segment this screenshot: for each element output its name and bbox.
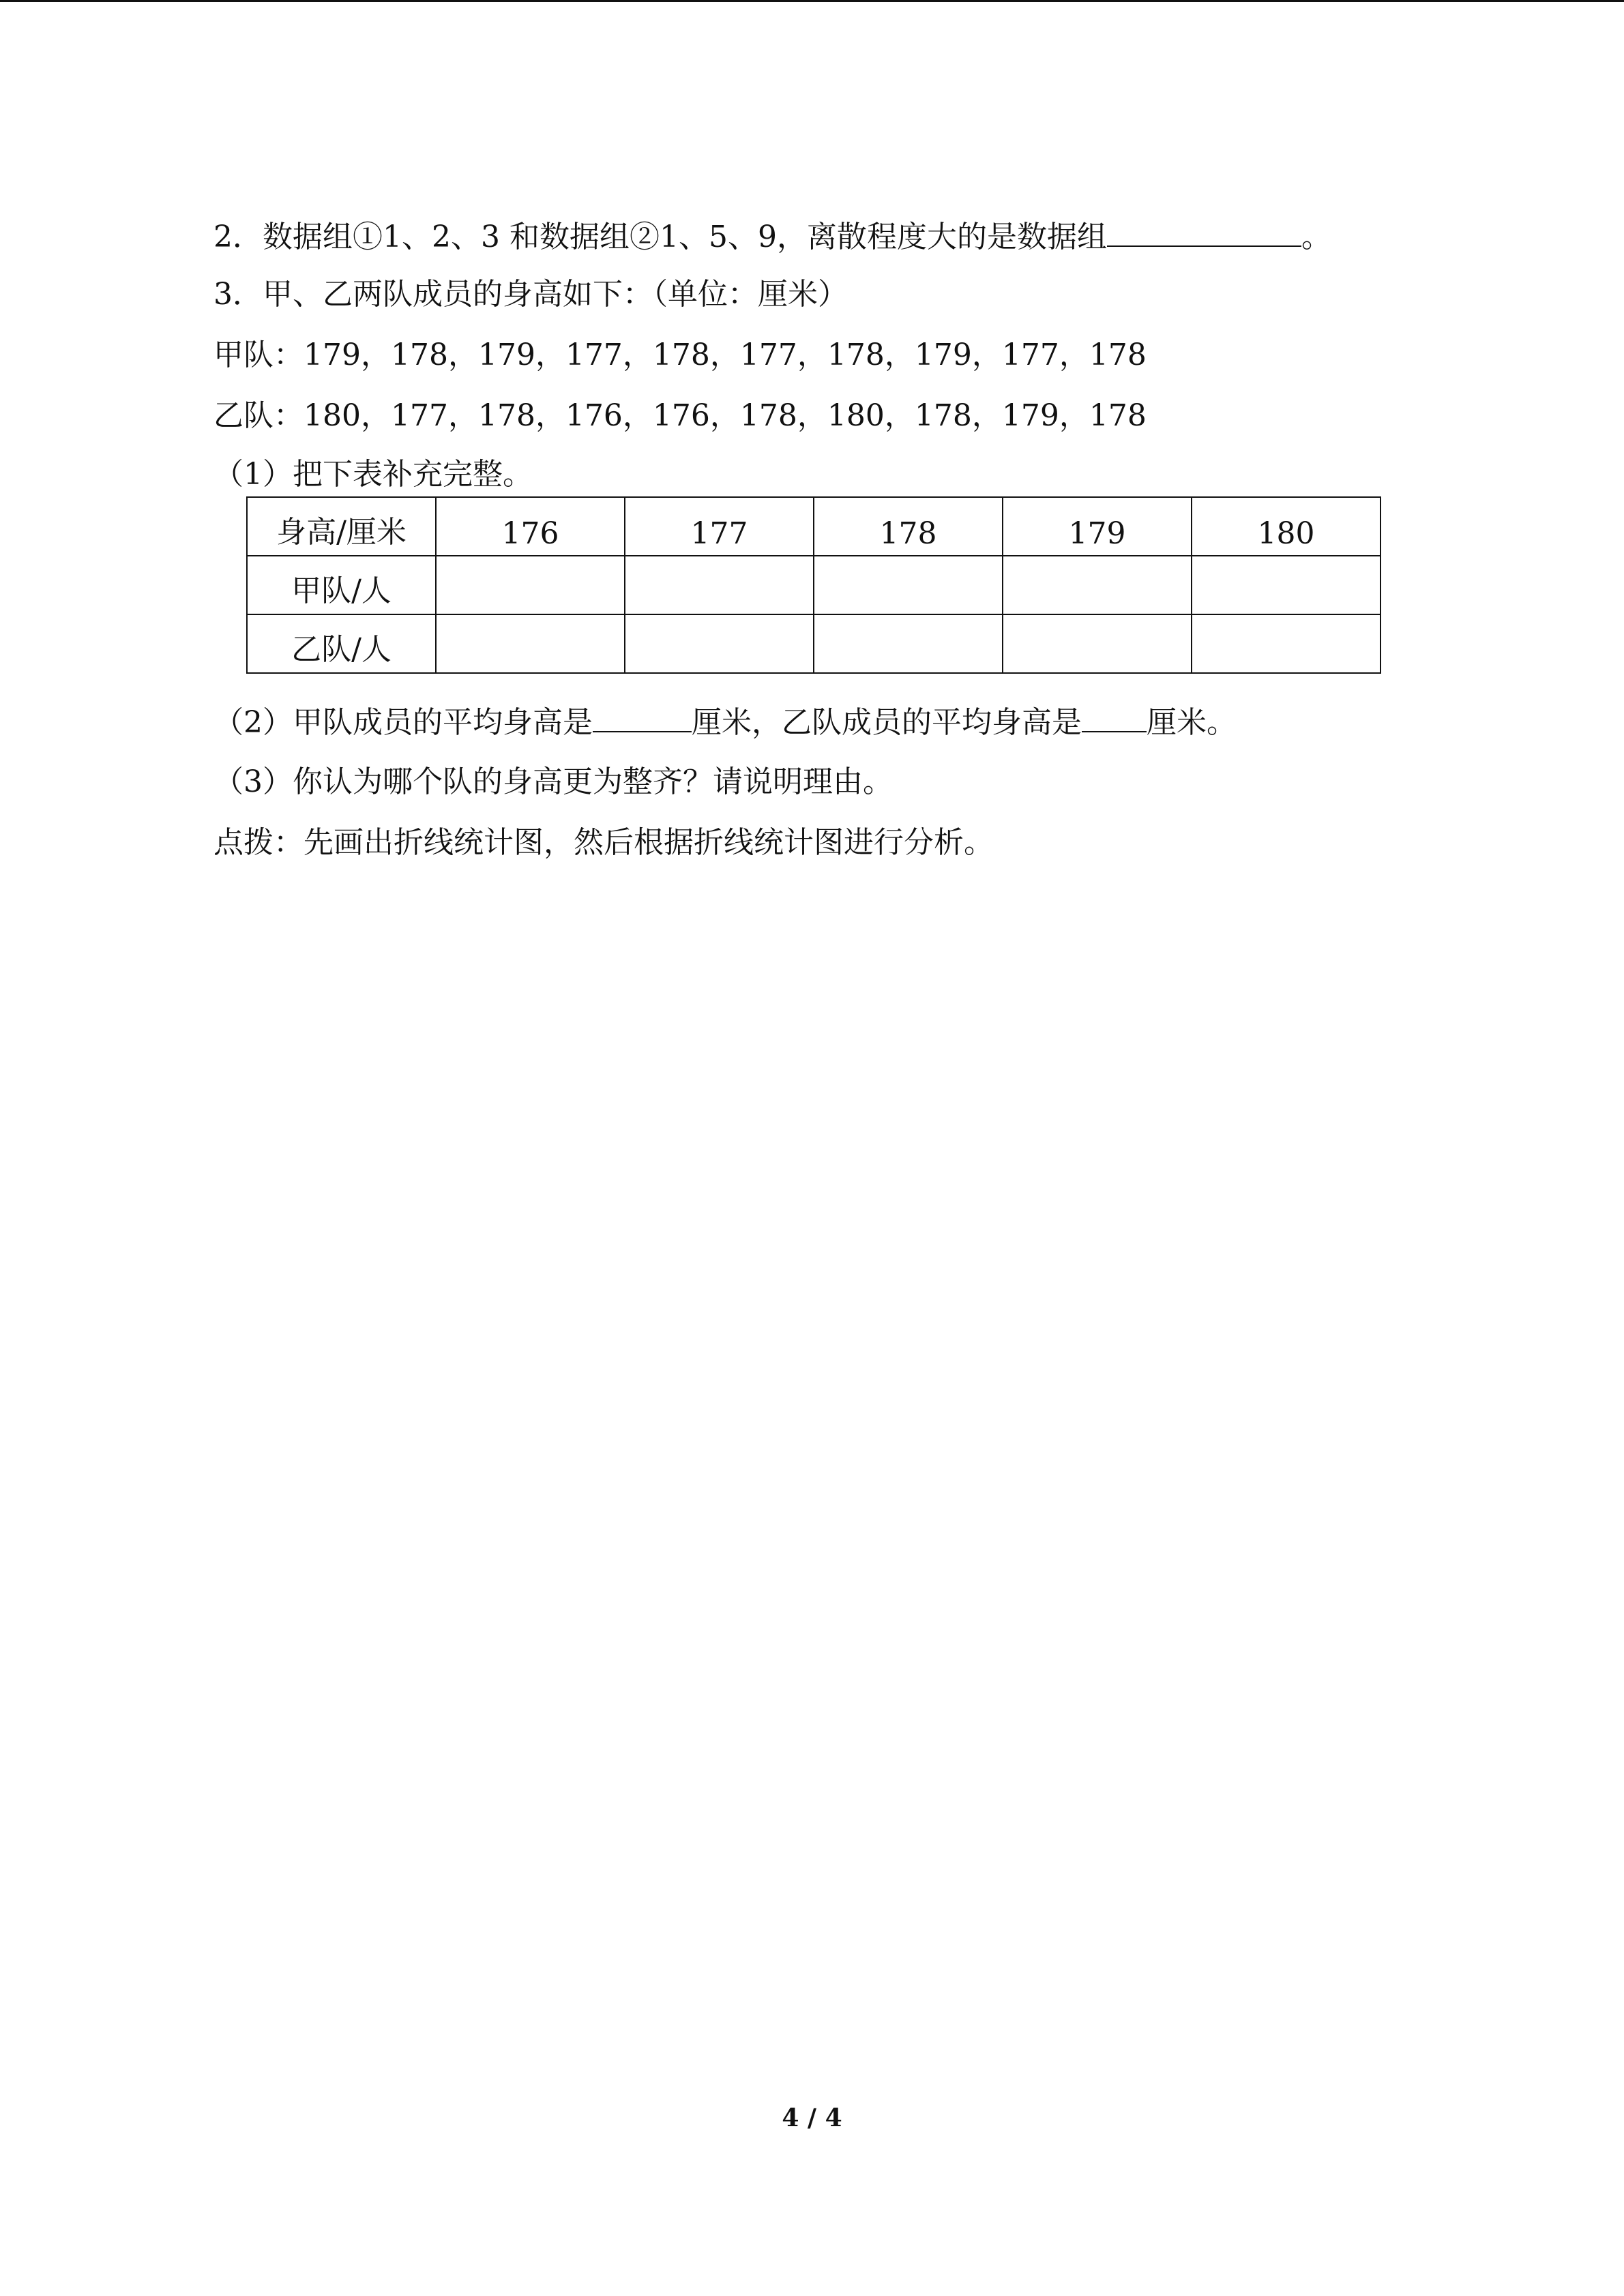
question-2 <box>213 215 1331 258</box>
table-cell[interactable] <box>436 614 625 673</box>
table-header-row <box>247 497 1381 556</box>
part-2-text-a: （2）甲队成员的平均身高是 <box>213 705 593 740</box>
table-cell[interactable] <box>814 556 1003 614</box>
page-top-border <box>0 0 1624 2</box>
question-3-part-2 <box>213 701 1237 743</box>
part-2-text-b: 厘米，乙队成员的平均身高是 <box>692 705 1082 740</box>
table-cell[interactable] <box>1003 614 1192 673</box>
team-a-heights: 甲队：179，178，179，177，178，177，178，179，177，178 <box>213 338 1147 372</box>
answer-blank-team-b-average[interactable] <box>1082 701 1147 732</box>
answer-blank-q2[interactable] <box>1107 215 1301 247</box>
part-2-text-c: 厘米。 <box>1147 705 1237 740</box>
table-header-label: 身高/厘米 <box>247 497 436 556</box>
table-row-label-team-a: 甲队/人 <box>247 556 436 614</box>
table-header-180: 180 <box>1192 497 1381 556</box>
table-header-176: 176 <box>436 497 625 556</box>
table-cell[interactable] <box>436 556 625 614</box>
table-cell[interactable] <box>814 614 1003 673</box>
question-3-part-1: （1）把下表补充完整。 <box>213 457 533 492</box>
table-cell[interactable] <box>1192 614 1381 673</box>
table-header-177: 177 <box>625 497 814 556</box>
question-2-text: 2．数据组①1、2、3 和数据组②1、5、9，离散程度大的是数据组 <box>213 220 1107 254</box>
table-cell[interactable] <box>625 556 814 614</box>
question-2-end: 。 <box>1301 220 1331 254</box>
table-header-178: 178 <box>814 497 1003 556</box>
hint: 点拨：先画出折线统计图，然后根据折线统计图进行分析。 <box>213 825 994 860</box>
frequency-table <box>246 496 1381 674</box>
table-cell[interactable] <box>1003 556 1192 614</box>
table-cell[interactable] <box>625 614 814 673</box>
answer-blank-team-a-average[interactable] <box>593 701 692 732</box>
page-number: 4 / 4 <box>782 2104 842 2132</box>
table-cell[interactable] <box>1192 556 1381 614</box>
team-b-heights: 乙队：180，177，178，176，176，178，180，178，179，178 <box>213 398 1147 433</box>
table-row <box>247 556 1381 614</box>
table-header-179: 179 <box>1003 497 1192 556</box>
question-3-intro: 3．甲、乙两队成员的身高如下：（单位：厘米） <box>213 277 848 312</box>
table-row <box>247 614 1381 673</box>
table-row-label-team-b: 乙队/人 <box>247 614 436 673</box>
question-3-part-3: （3）你认为哪个队的身高更为整齐？请说明理由。 <box>213 764 893 799</box>
